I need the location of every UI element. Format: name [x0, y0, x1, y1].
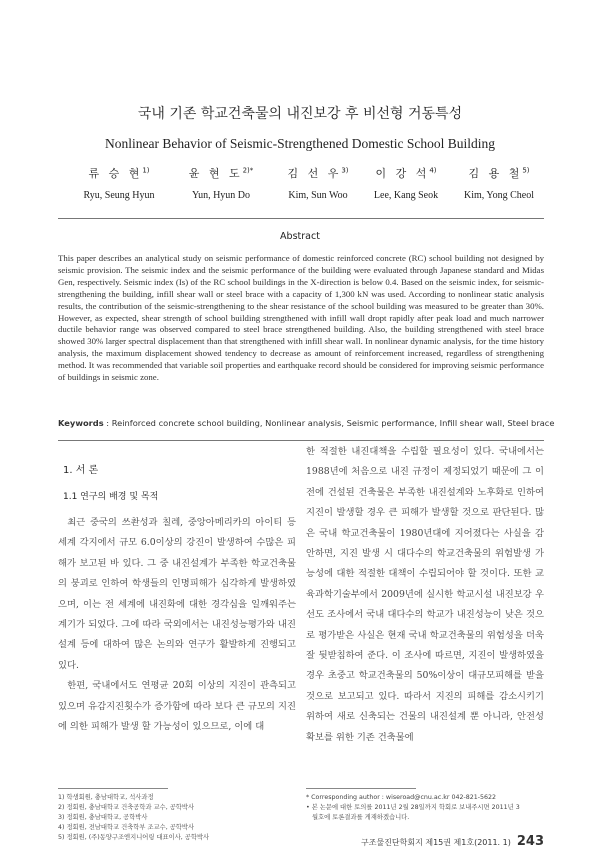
footnote: 월호에 토론결과를 게재하겠습니다. [312, 814, 410, 821]
footnote: 1) 학생회원, 충남대학교, 석사과정 [58, 794, 154, 801]
author-affil-mark: 1) [142, 166, 150, 175]
author-name-kr: 김 용 철 [468, 167, 523, 180]
title-korean: 국내 기존 학교건축물의 내진보강 후 비선형 거동특성 [137, 106, 463, 122]
author-name-kr: 류 승 현 [88, 167, 143, 180]
author-name-en: Lee, Kang Seok [373, 190, 439, 201]
footnote: * Corresponding author : wiseroad@cnu.ac.kr 042-821-5622 [306, 794, 497, 801]
footnote-rule [306, 788, 416, 789]
page-number: 243 [516, 834, 544, 849]
author-affil-mark: 2)* [242, 166, 254, 175]
author-affil-mark: 5) [522, 166, 530, 175]
author-affil-mark: 3) [341, 166, 349, 175]
keywords-text: : Reinforced concrete school building, Nonlinear analysis, Seismic performance, Infill shear wall, Steel brace [103, 418, 555, 428]
footnotes-right [306, 793, 546, 823]
section-heading: 1. 서 론 [63, 465, 99, 476]
footnote: 3) 정회원, 충남대학교, 공학박사 [58, 814, 148, 821]
author-name-en: Kim, Yong Cheol [463, 190, 534, 201]
subsection-heading: 1.1 연구의 배경 및 목적 [63, 492, 159, 502]
author-name-kr: 윤 현 도 [188, 167, 243, 180]
footnote: 5) 정회원, (주)동양구조엔지니어링 대표이사, 공학박사 [58, 834, 210, 841]
author-name-kr: 이 강 석 [375, 167, 430, 180]
divider [58, 218, 544, 219]
author [64, 165, 174, 201]
abstract-text: This paper describes an analytical study on seismic performance of domestic reinforced concrete (RC) school building not designed by seismic provision. The seismic index and the seismic performance of the building were evaluated through Japanese standard and Midas Gen, respectively. Seismic index (Is) of the RC school buildings in the X-direction is below 0.4. Based on the seismic index, for seismic-strengthening the building, infill shear wall or steel brace with a capacity of 1,300 kN was used. According to nonlinear static analysis results, the contribution of the seismic-strengthening to the shear resistance of the school building was measured to be greater than 30%. However, as expected, shear strength of school building strengthened with infill wall dropt rapidly after peak load and much narrower ductile behavior range was observed compared to steel brace strengthened building. Also, the building strengthened with steel brace showed 30% larger spectral displacement than that strengthened with infill shear wall. In nonlinear dynamic analysis, for the time history analysis, the maximum displacement showed tendency to decrease as amount of reinforcement increased, regardless of strengthening method. It was recommended that variable soil properties and earthquake record should be considered for improving seismic performance of buildings in seismic zone. [58, 253, 544, 383]
paragraph: 한 적절한 내진대책을 수립할 필요성이 있다. 국내에서는 1988년에 처음으로 내진 규정이 제정되었기 때문에 그 이전에 건설된 건축물은 부족한 내진설계와 노후화로 인하여 지진이 발생할 경우 큰 피해가 발생할 것으로 판단된다. 많은 국내 학교건축물이 1980년대에 지어졌다는 사실을 감안하면, 지진 발생 시 대다수의 학교건축물의 위험발생 가능성에 대한 적절한 대책이 수립되어야 할 것이다. 또한 교육과학기술부에서 2009년에 실시한 학교시설 내진보강 우선도 조사에서 국내 대다수의 학교가 내진성능이 낮은 것으로 평가받은 사실은 현재 국내 학교건축물의 위험성을 더욱 잘 뒷받침하여 준다. 이 조사에 따르면, 지진이 발생하였을 경우 초중고 학교건축물의 50%이상이 대규모피해를 받을 것으로 보고되고 있다. 따라서 지진의 피해를 감소시키기 위하여 새로 신축되는 건물의 내진설계 뿐 아니라, 안전성 확보를 위한 기존 건축물에 [306, 446, 544, 743]
abstract-heading: Abstract [280, 231, 320, 242]
body-column-left [58, 513, 296, 737]
author-affil-mark: 4) [429, 166, 437, 175]
paragraph: 최근 중국의 쓰촨성과 칠레, 중앙아메리카의 아이티 등 세계 각지에서 규모 6.0이상의 강진이 발생하여 수많은 피해가 보고된 바 있다. 그 중 내진설계가 부족한 학교건축물의 붕괴로 인하여 학생들의 인명피해가 심각하게 발생하였으며, 이는 전 세계에 내진화에 대한 경각심을 일깨워주는 계기가 되었다. 그에 따라 국외에서는 내진성능평가와 내진설계 등에 대하여 많은 논의와 연구가 활발하게 진행되고 있다. [58, 517, 296, 671]
journal-info: 구조물진단학회지 제15권 제1호(2011. 1) [360, 838, 511, 847]
divider [58, 440, 544, 441]
page-footer [361, 834, 544, 849]
author-name-en: Kim, Sun Woo [288, 190, 348, 201]
footnote: 2) 정회원, 충남대학교 건축공학과 교수, 공학박사 [58, 804, 195, 811]
footnotes-left [58, 793, 298, 843]
author [166, 165, 276, 201]
author-name-en: Yun, Hyun Do [191, 190, 251, 201]
title-english: Nonlinear Behavior of Seismic-Strengthened Domestic School Building [105, 136, 495, 151]
author-name-en: Ryu, Seung Hyun [83, 190, 155, 201]
footnote: 4) 정회원, 전남대학교 건축학부 조교수, 공학박사 [58, 824, 195, 831]
author [444, 165, 554, 201]
footnote: • 본 논문에 대한 토의를 2011년 2월 28일까지 학회로 보내주시면 2011년 3 [306, 804, 520, 811]
footnote-rule [58, 788, 168, 789]
paragraph: 한편, 국내에서도 연평균 20회 이상의 지진이 관측되고 있으며 유감지진횟수가 증가함에 따라 보다 큰 규모의 지진에 의한 피해가 발생 할 가능성이 있으므로, 이에 대 [58, 680, 296, 733]
author-name-kr: 김 선 우 [287, 167, 342, 180]
keywords-line [58, 418, 555, 428]
body-column-right [306, 442, 544, 748]
keywords-label: Keywords [58, 418, 104, 428]
